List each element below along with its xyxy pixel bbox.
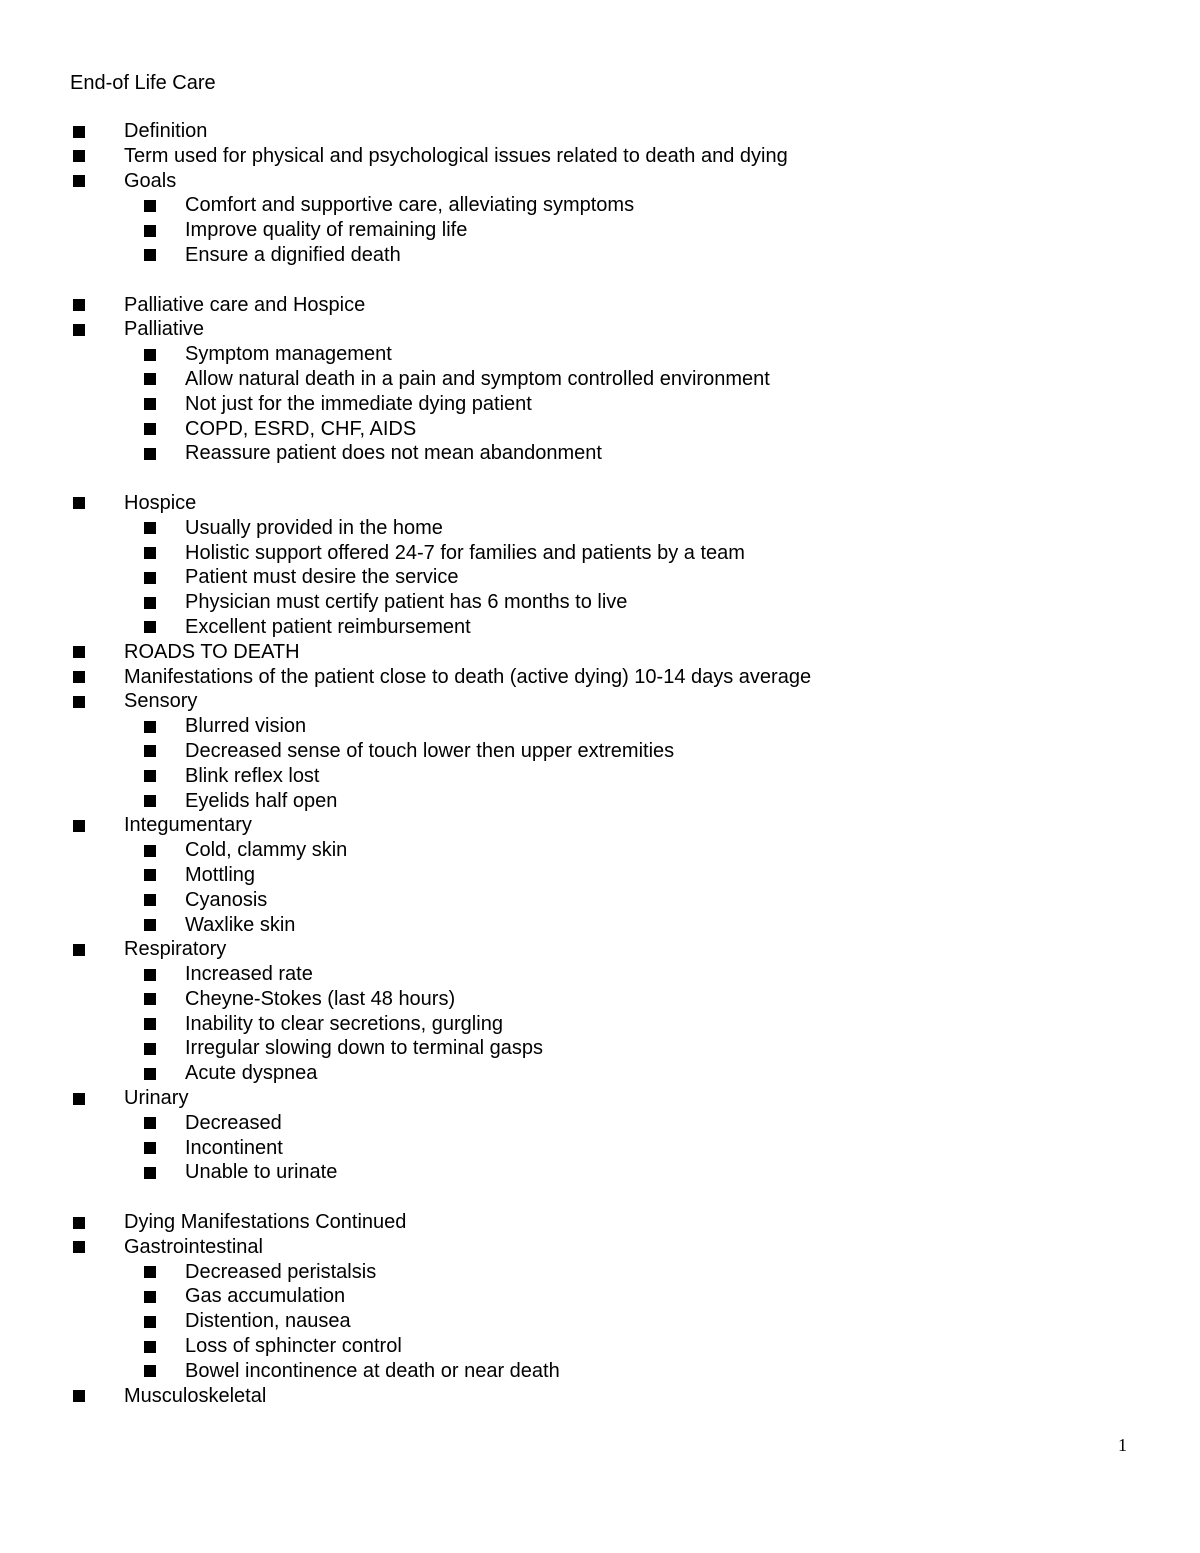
bullet-text: Increased rate <box>185 963 313 986</box>
square-bullet-icon <box>144 547 156 559</box>
bullet-text: Urinary <box>124 1087 189 1110</box>
sub-bullet-item <box>0 1061 1200 1086</box>
sub-bullet-item <box>0 367 1200 392</box>
square-bullet-icon <box>144 1316 156 1328</box>
square-bullet-icon <box>144 795 156 807</box>
bullet-text: Decreased peristalsis <box>185 1260 377 1283</box>
bullet-text: Decreased sense of touch lower then upper extremities <box>185 739 675 762</box>
bullet-text: Palliative <box>124 318 205 341</box>
square-bullet-icon <box>73 324 85 336</box>
bullet-text: Irregular slowing down to terminal gasps <box>185 1037 543 1060</box>
document-title: End-of Life Care <box>70 72 216 94</box>
bullet-text: Cold, clammy skin <box>185 839 348 862</box>
sub-bullet-item <box>0 987 1200 1012</box>
sub-bullet-item <box>0 1160 1200 1185</box>
bullet-text: Cyanosis <box>185 888 268 911</box>
sub-bullet-item <box>0 1111 1200 1136</box>
bullet-text: ROADS TO DEATH <box>124 640 300 663</box>
square-bullet-icon <box>144 1266 156 1278</box>
bullet-item <box>0 689 1200 714</box>
square-bullet-icon <box>144 1291 156 1303</box>
sub-bullet-item <box>0 516 1200 541</box>
sub-bullet-item <box>0 1012 1200 1037</box>
bullet-item <box>0 317 1200 342</box>
bullet-item <box>0 169 1200 194</box>
page-number: 1 <box>1118 1435 1127 1455</box>
bullet-text: Decreased <box>185 1111 282 1134</box>
square-bullet-icon <box>144 1018 156 1030</box>
bullet-text: Comfort and supportive care, alleviating symptoms <box>185 194 635 217</box>
bullet-text: Definition <box>124 120 208 142</box>
bullet-item <box>0 144 1200 169</box>
sub-bullet-item <box>0 1260 1200 1285</box>
square-bullet-icon <box>144 597 156 609</box>
square-bullet-icon <box>144 745 156 757</box>
square-bullet-icon <box>144 621 156 633</box>
sub-bullet-item <box>0 565 1200 590</box>
bullet-text: Unable to urinate <box>185 1161 338 1184</box>
square-bullet-icon <box>73 671 85 683</box>
square-bullet-icon <box>144 398 156 410</box>
bullet-text: Patient must desire the service <box>185 566 459 589</box>
square-bullet-icon <box>144 225 156 237</box>
bullet-text: Symptom management <box>185 343 392 366</box>
square-bullet-icon <box>73 820 85 832</box>
bullet-item <box>0 293 1200 318</box>
square-bullet-icon <box>73 1093 85 1105</box>
bullet-item <box>0 813 1200 838</box>
bullet-text: Acute dyspnea <box>185 1062 318 1085</box>
bullet-text: Excellent patient reimbursement <box>185 615 471 638</box>
square-bullet-icon <box>144 919 156 931</box>
sub-bullet-item <box>0 615 1200 640</box>
bullet-item <box>0 1210 1200 1235</box>
square-bullet-icon <box>73 1390 85 1402</box>
square-bullet-icon <box>144 894 156 906</box>
square-bullet-icon <box>73 696 85 708</box>
sub-bullet-item <box>0 541 1200 566</box>
square-bullet-icon <box>144 1365 156 1377</box>
bullet-text: Blink reflex lost <box>185 764 320 787</box>
blank-line <box>0 466 1200 491</box>
sub-bullet-item <box>0 1036 1200 1061</box>
sub-bullet-item <box>0 1359 1200 1384</box>
sub-bullet-item <box>0 1309 1200 1334</box>
bullet-text: Manifestations of the patient close to death (active dying) 10-14 days average <box>124 665 812 688</box>
square-bullet-icon <box>73 646 85 658</box>
square-bullet-icon <box>144 572 156 584</box>
square-bullet-icon <box>144 993 156 1005</box>
bullet-text: Goals <box>124 169 177 192</box>
bullet-item <box>0 1384 1200 1409</box>
sub-bullet-item <box>0 888 1200 913</box>
square-bullet-icon <box>144 869 156 881</box>
square-bullet-icon <box>73 175 85 187</box>
bullet-text: Palliative care and Hospice <box>124 293 366 316</box>
bullet-text: Gastrointestinal <box>124 1235 263 1258</box>
square-bullet-icon <box>144 1117 156 1129</box>
square-bullet-icon <box>144 1068 156 1080</box>
sub-bullet-item <box>0 193 1200 218</box>
square-bullet-icon <box>73 1241 85 1253</box>
sub-bullet-item <box>0 218 1200 243</box>
square-bullet-icon <box>144 1167 156 1179</box>
sub-bullet-item <box>0 1136 1200 1161</box>
square-bullet-icon <box>73 299 85 311</box>
sub-bullet-item <box>0 739 1200 764</box>
sub-bullet-item <box>0 863 1200 888</box>
sub-bullet-item <box>0 441 1200 466</box>
sub-bullet-item <box>0 342 1200 367</box>
square-bullet-icon <box>144 845 156 857</box>
bullet-item <box>0 640 1200 665</box>
bullet-text: Respiratory <box>124 938 227 961</box>
bullet-item <box>0 665 1200 690</box>
bullet-outline <box>0 119 1200 1408</box>
bullet-item <box>0 491 1200 516</box>
bullet-text: Distention, nausea <box>185 1310 351 1333</box>
square-bullet-icon <box>144 423 156 435</box>
sub-bullet-item <box>0 417 1200 442</box>
sub-bullet-item <box>0 243 1200 268</box>
sub-bullet-item <box>0 590 1200 615</box>
bullet-text: COPD, ESRD, CHF, AIDS <box>185 417 417 440</box>
bullet-item <box>0 1086 1200 1111</box>
sub-bullet-item <box>0 392 1200 417</box>
bullet-text: Term used for physical and psychological issues related to death and dying <box>124 144 788 167</box>
bullet-text: Gas accumulation <box>185 1285 346 1308</box>
bullet-text: Musculoskeletal <box>124 1384 267 1407</box>
bullet-text: Inability to clear secretions, gurgling <box>185 1012 503 1035</box>
bullet-text: Reassure patient does not mean abandonment <box>185 442 602 465</box>
square-bullet-icon <box>144 200 156 212</box>
bullet-text: Waxlike skin <box>185 913 296 936</box>
blank-line <box>0 1185 1200 1210</box>
sub-bullet-item <box>0 1334 1200 1359</box>
bullet-text: Ensure a dignified death <box>185 243 401 266</box>
blank-line <box>0 268 1200 293</box>
square-bullet-icon <box>144 721 156 733</box>
square-bullet-icon <box>144 522 156 534</box>
sub-bullet-item <box>0 764 1200 789</box>
sub-bullet-item <box>0 838 1200 863</box>
bullet-text: Improve quality of remaining life <box>185 219 468 242</box>
bullet-text: Blurred vision <box>185 715 307 738</box>
square-bullet-icon <box>144 373 156 385</box>
bullet-text: Sensory <box>124 690 198 713</box>
square-bullet-icon <box>144 969 156 981</box>
sub-bullet-item <box>0 714 1200 739</box>
bullet-text: Eyelids half open <box>185 789 338 812</box>
bullet-text: Usually provided in the home <box>185 516 443 539</box>
bullet-text: Loss of sphincter control <box>185 1335 402 1358</box>
bullet-text: Mottling <box>185 863 256 886</box>
sub-bullet-item <box>0 913 1200 938</box>
square-bullet-icon <box>73 944 85 956</box>
bullet-item <box>0 937 1200 962</box>
bullet-text: Allow natural death in a pain and symptom controlled environment <box>185 367 770 390</box>
bullet-text: Integumentary <box>124 814 252 837</box>
square-bullet-icon <box>144 1142 156 1154</box>
bullet-text: Incontinent <box>185 1136 283 1159</box>
square-bullet-icon <box>144 249 156 261</box>
bullet-text: Physician must certify patient has 6 months to live <box>185 591 628 614</box>
square-bullet-icon <box>73 1217 85 1229</box>
square-bullet-icon <box>73 150 85 162</box>
square-bullet-icon <box>73 126 85 138</box>
sub-bullet-item <box>0 789 1200 814</box>
bullet-text: Cheyne-Stokes (last 48 hours) <box>185 987 456 1010</box>
square-bullet-icon <box>73 497 85 509</box>
square-bullet-icon <box>144 770 156 782</box>
bullet-text: Holistic support offered 24-7 for families and patients by a team <box>185 541 745 564</box>
bullet-text: Dying Manifestations Continued <box>124 1211 407 1234</box>
bullet-text: Hospice <box>124 491 197 514</box>
square-bullet-icon <box>144 349 156 361</box>
sub-bullet-item <box>0 962 1200 987</box>
square-bullet-icon <box>144 1341 156 1353</box>
square-bullet-icon <box>144 1043 156 1055</box>
sub-bullet-item <box>0 1284 1200 1309</box>
bullet-item <box>0 119 1200 144</box>
bullet-item <box>0 1235 1200 1260</box>
square-bullet-icon <box>144 448 156 460</box>
bullet-text: Bowel incontinence at death or near death <box>185 1359 560 1382</box>
bullet-text: Not just for the immediate dying patient <box>185 392 532 415</box>
